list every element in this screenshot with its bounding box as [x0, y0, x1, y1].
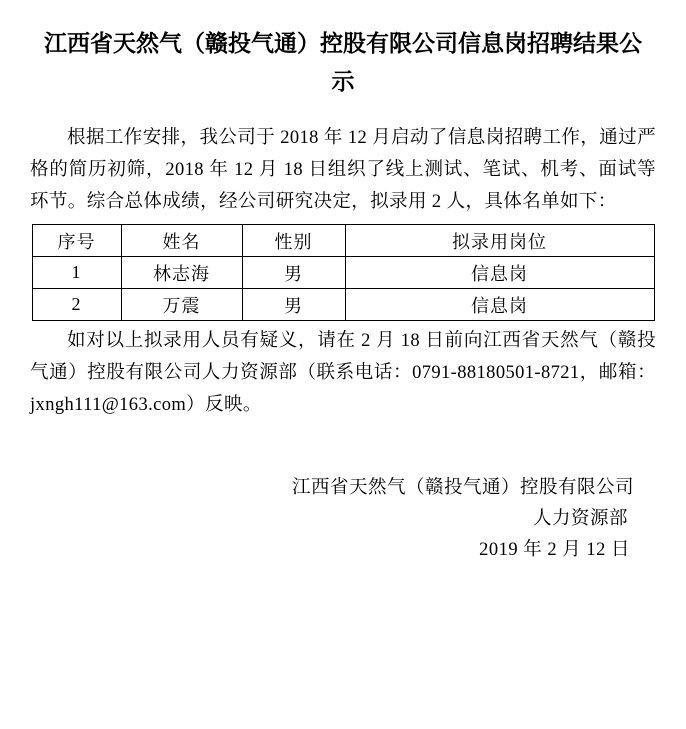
cell-name: 万震 [121, 289, 242, 321]
column-header-position: 拟录用岗位 [345, 225, 654, 257]
signature-block [30, 473, 656, 566]
paragraph-objection-contact: 如对以上拟录用人员有疑义，请在 2 月 18 日前向江西省天然气（赣投气通）控股有限公司人力资源部（联系电话：0791-88180501-8721，邮箱：jxngh111@163.com）反映。 [30, 331, 656, 415]
hired-candidates-table [32, 224, 655, 321]
table-header-row [32, 225, 654, 257]
column-header-gender: 性别 [242, 225, 345, 257]
signature-company: 江西省天然气（赣投气通）控股有限公司 [291, 478, 634, 498]
cell-gender: 男 [242, 289, 345, 321]
cell-name: 林志海 [121, 257, 242, 289]
cell-no: 1 [32, 257, 121, 289]
signature-department: 人力资源部 [532, 509, 628, 529]
table-row [32, 257, 654, 289]
table-row [32, 289, 654, 321]
signature-date: 2019 年 2 月 12 日 [479, 540, 630, 560]
cell-no: 2 [32, 289, 121, 321]
column-header-name: 姓名 [121, 225, 242, 257]
paragraph-announcement-intro: 根据工作安排，我公司于 2018 年 12 月启动了信息岗招聘工作，通过严格的简历初筛，2018 年 12 月 18 日组织了线上测试、笔试、机考、面试等环节。综合总体成绩，经公司研究决定，拟录用 2 人，具体名单如下： [30, 128, 656, 212]
column-header-no: 序号 [32, 225, 121, 257]
cell-position: 信息岗 [345, 289, 654, 321]
cell-gender: 男 [242, 257, 345, 289]
page-title: 江西省天然气（赣投气通）控股有限公司信息岗招聘结果公示 [44, 30, 642, 94]
document-body [30, 122, 656, 566]
cell-position: 信息岗 [345, 257, 654, 289]
